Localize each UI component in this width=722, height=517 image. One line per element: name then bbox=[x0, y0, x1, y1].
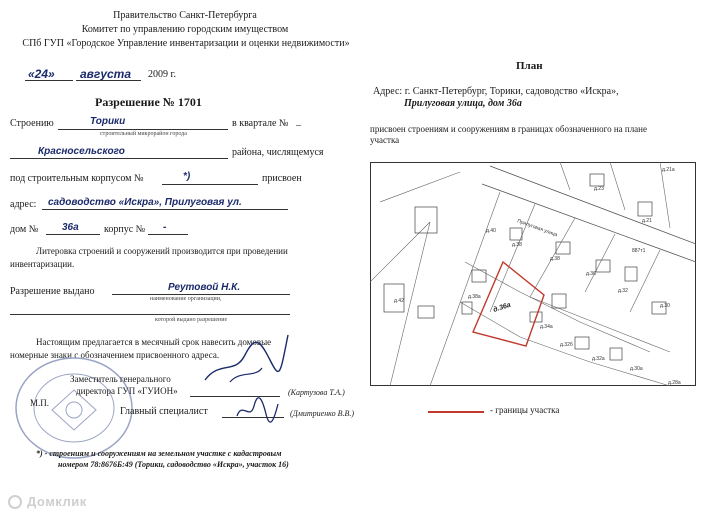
lot-label-1: д.23 bbox=[594, 186, 604, 192]
building-value: Торики bbox=[90, 116, 126, 127]
district-hint: строительный микрорайон города bbox=[100, 131, 187, 137]
mp-label: М.П. bbox=[30, 398, 50, 408]
lot-label-12: д.32а bbox=[592, 356, 605, 362]
director-name: (Картузова Т.А.) bbox=[288, 388, 345, 397]
legend-label: - границы участка bbox=[490, 405, 560, 415]
corpus-value: *) bbox=[183, 171, 191, 182]
legend-swatch bbox=[428, 411, 484, 413]
specialist-name: (Дмитриенко В.В.) bbox=[290, 409, 355, 418]
date-month: августа bbox=[80, 67, 132, 81]
footnote-1: *) - строениям и сооружениям на земельном участке с кадастровым bbox=[36, 449, 282, 458]
house-value: 36а bbox=[62, 222, 79, 233]
plan-address-1: Адрес: г. Санкт-Петербург, Торики, садоводство «Искра», bbox=[373, 86, 619, 97]
lot-label-15: д.42 bbox=[394, 298, 404, 304]
assignee-hint: которой выдано разрешение bbox=[155, 317, 228, 323]
lot-label-13: д.30а bbox=[630, 366, 643, 372]
lot-label-7: д.32 bbox=[618, 288, 628, 294]
notice-2: номерные знаки с обозначением присвоенного адреса. bbox=[10, 350, 220, 360]
region-value: Красносельского bbox=[38, 146, 125, 157]
quarter-value: _ bbox=[296, 116, 301, 127]
lot-label-10: д.34а bbox=[540, 324, 553, 330]
lot-label-11: д.32б bbox=[560, 342, 573, 348]
watermark-text: Домклик bbox=[27, 494, 87, 509]
literal-text-2: инвентаризации. bbox=[10, 259, 75, 269]
lot-label-5: д.38 bbox=[550, 256, 560, 262]
lot-label-4: д.38 bbox=[512, 242, 522, 248]
header-line-1: Правительство Санкт-Петербурга bbox=[113, 10, 257, 21]
org-hint: наименование организации, bbox=[150, 296, 222, 302]
issued-label: Разрешение выдано bbox=[10, 286, 95, 297]
issued-value: Реутовой Н.К. bbox=[168, 282, 241, 293]
lot-label-9: д.38а bbox=[468, 294, 481, 300]
specialist-signature bbox=[232, 396, 282, 426]
footnote-2: номером 78:8676Б:49 (Торики, садоводство «Искра», участок 16) bbox=[58, 460, 289, 469]
highlighted-lot-label: д.36а bbox=[492, 301, 512, 314]
permit-title: Разрешение № 1701 bbox=[95, 95, 202, 109]
director-line-1: Заместитель генерального bbox=[70, 374, 171, 384]
director-line-2: директора ГУП «ГУИОН» bbox=[76, 386, 178, 396]
domclick-logo-icon bbox=[8, 495, 22, 509]
corpus2-value: - bbox=[163, 222, 167, 233]
header-line-2: Комитет по управлению городским имуществом bbox=[81, 24, 289, 35]
plan-address-2: Прилуговая улица, дом 36а bbox=[404, 98, 522, 109]
address-value: садоводство «Искра», Прилуговая ул. bbox=[48, 197, 242, 208]
assigned-label: присвоен bbox=[262, 173, 302, 184]
region-suffix: района, числящемуся bbox=[232, 147, 324, 158]
date-year: 2009 г. bbox=[148, 69, 176, 80]
site-plan-map bbox=[370, 162, 696, 386]
lot-label-8: д.30 bbox=[660, 303, 670, 309]
scale-label: 887т1 bbox=[632, 248, 646, 254]
address-label: адрес: bbox=[10, 199, 37, 210]
lot-label-2: д.21 bbox=[642, 218, 652, 224]
lot-label-0: д.21а bbox=[662, 167, 675, 173]
header-line-3: СПб ГУП «Городское Управление инвентаризации и оценки недвижимости» bbox=[22, 38, 350, 49]
literal-text-1: Литеровка строений и сооружений производится при проведении bbox=[36, 246, 288, 256]
lot-label-3: д.40 bbox=[486, 228, 496, 234]
specialist-label: Главный специалист bbox=[120, 406, 208, 417]
lot-label-14: д.28а bbox=[668, 380, 681, 386]
street-label: Прилуговая улица bbox=[516, 218, 559, 239]
quarter-label: в квартале № bbox=[232, 118, 289, 129]
plan-title: План bbox=[516, 60, 543, 72]
plan-assigned-2: участка bbox=[370, 135, 400, 145]
date-day: «24» bbox=[28, 67, 55, 81]
watermark bbox=[8, 494, 87, 509]
lot-label-6: д.36 bbox=[586, 271, 596, 277]
notice-1: Настоящим предлагается в месячный срок навесить домовые bbox=[36, 337, 272, 347]
director-signature bbox=[200, 330, 290, 390]
plan-assigned-1: присвоен строениям и сооружениям в границах обозначенного на плане bbox=[370, 124, 647, 134]
corpus-label: под строительным корпусом № bbox=[10, 173, 144, 184]
corpus2-label: корпус № bbox=[104, 224, 146, 235]
building-label: Строению bbox=[10, 118, 54, 129]
house-label: дом № bbox=[10, 224, 39, 235]
